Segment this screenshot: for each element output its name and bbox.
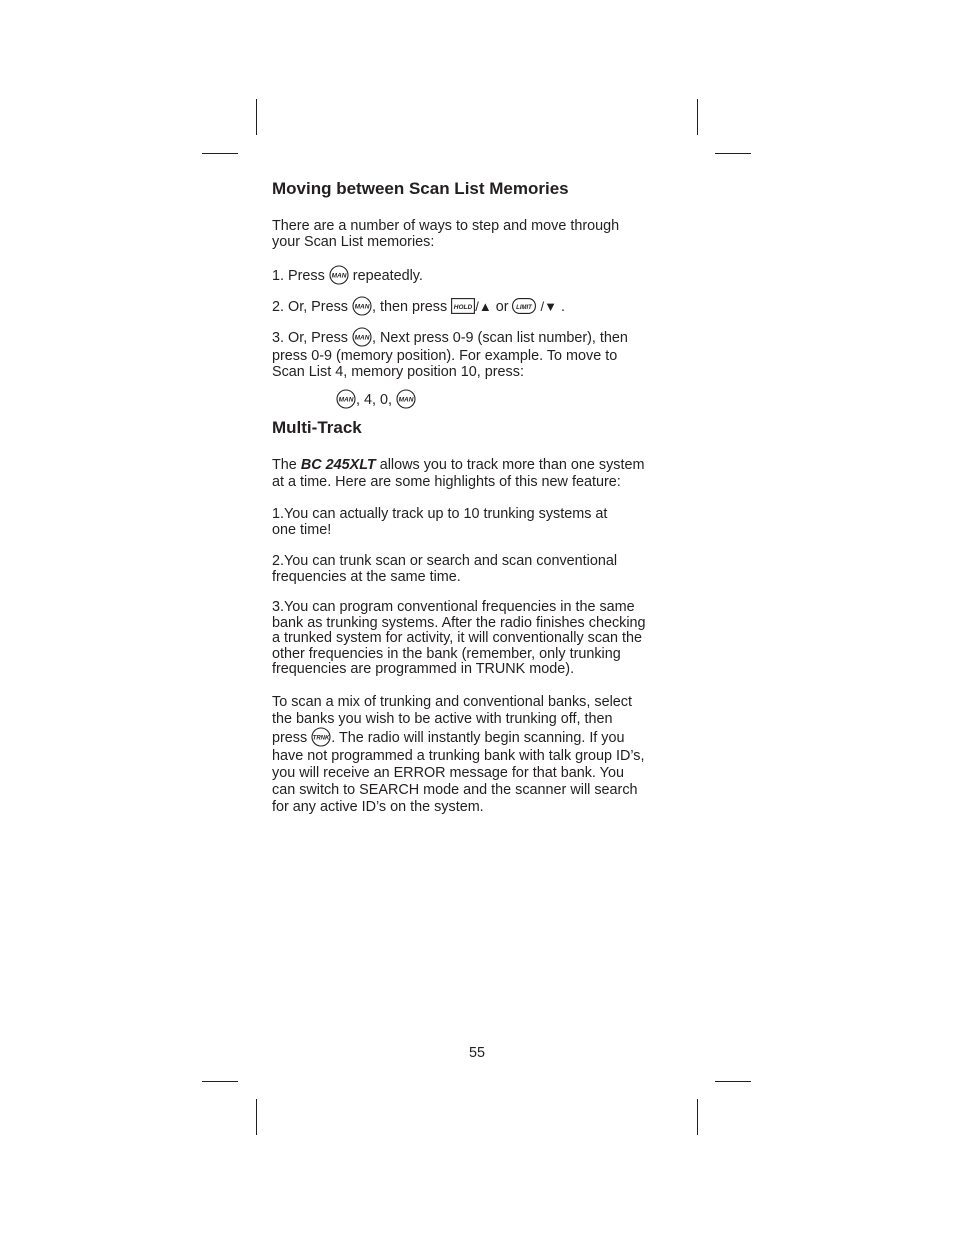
closing-line: can switch to SEARCH mode and the scanner will search <box>272 782 638 798</box>
section-heading-scan-list: Moving between Scan List Memories <box>272 179 569 198</box>
down-arrow-icon: ▼ <box>544 298 557 314</box>
closing-press: press <box>272 729 308 746</box>
step-3-prefix: 3. Or, Press <box>272 329 348 346</box>
crop-mark-top-left-horizontal <box>202 153 238 154</box>
highlight-line: 2.You can trunk scan or search and scan conventional <box>272 553 618 569</box>
highlight-line: a trunked system for activity, it will conventionally scan the <box>272 630 643 647</box>
multi-track-intro-line: at a time. Here are some highlights of this new feature: <box>272 474 621 490</box>
closing-line: the banks you wish to be active with trunking off, then <box>272 711 613 727</box>
step-2-prefix: 2. Or, Press <box>272 298 348 315</box>
page-number: 55 <box>468 1045 485 1061</box>
multi-track-intro <box>272 457 644 491</box>
closing-paragraph <box>272 694 645 816</box>
crop-mark-top-left-vertical <box>256 99 257 135</box>
step-3-line: Scan List 4, memory position 10, press: <box>272 364 524 380</box>
scan-list-intro <box>272 218 619 250</box>
highlight-line: frequencies at the same time. <box>272 569 461 585</box>
step-2-middle: , then press <box>371 298 448 315</box>
highlight-line: 3.You can program conventional frequencies in the same <box>272 599 635 615</box>
example-middle: , 4, 0, <box>356 391 392 408</box>
svg-text:MAN: MAN <box>354 303 370 311</box>
svg-text:MAN: MAN <box>354 334 370 342</box>
man-key-icon <box>329 265 349 285</box>
step-3 <box>272 328 628 380</box>
svg-text:MAN: MAN <box>331 272 347 280</box>
scan-list-intro-line: your Scan List memories: <box>272 234 435 250</box>
step-2-or: or <box>495 298 509 315</box>
step-3-line1-rest: , Next press 0-9 (scan list number), then <box>371 329 628 346</box>
slash-glyph: / <box>475 298 479 314</box>
step-1-prefix: 1. Press <box>272 267 325 284</box>
multi-track-intro-line <box>272 457 644 474</box>
closing-line3-rest: . The radio will instantly begin scanning. If you <box>331 729 625 746</box>
highlight-2 <box>272 553 617 585</box>
step-1-suffix: repeatedly. <box>352 267 423 284</box>
closing-line: for any active ID’s on the system. <box>272 799 484 815</box>
highlight-line: other frequencies in the bank (remember, only trunking <box>272 645 621 662</box>
limit-key-icon <box>512 298 536 314</box>
scan-list-intro-line: There are a number of ways to step and move through <box>272 218 620 234</box>
crop-mark-bottom-left-vertical <box>256 1099 257 1135</box>
model-name: BC 245XLT <box>300 457 376 473</box>
svg-text:LIMIT: LIMIT <box>516 305 533 311</box>
man-key-icon <box>396 389 416 409</box>
step-1 <box>272 266 423 286</box>
up-arrow-icon: ▲ <box>478 298 492 314</box>
svg-text:MAN: MAN <box>338 396 354 404</box>
crop-mark-bottom-right-horizontal <box>715 1081 751 1082</box>
step-3-line <box>272 328 628 348</box>
step-2 <box>272 297 565 317</box>
svg-text:TRNK: TRNK <box>312 735 330 742</box>
intro-line1-rest: allows you to track more than one system <box>379 457 645 473</box>
svg-text:HOLD: HOLD <box>453 304 473 311</box>
step-2-end: . <box>560 298 565 315</box>
crop-mark-top-right-vertical <box>697 99 698 135</box>
closing-line <box>272 728 645 748</box>
highlight-line: one time! <box>272 522 332 538</box>
slash-glyph: / <box>540 298 545 314</box>
closing-line: have not programmed a trunking bank with talk group ID’s, <box>272 748 645 764</box>
svg-text:MAN: MAN <box>398 396 414 404</box>
intro-the: The <box>272 457 297 473</box>
highlight-line: frequencies are programmed in TRUNK mode). <box>272 661 575 678</box>
highlight-line: bank as trunking systems. After the radio finishes checking <box>272 614 646 631</box>
crop-mark-top-right-horizontal <box>715 153 751 154</box>
highlight-line: 1.You can actually track up to 10 trunking systems at <box>272 506 608 522</box>
step-3-example <box>336 390 416 410</box>
hold-key-icon <box>451 298 475 314</box>
section-heading-multi-track: Multi-Track <box>272 418 362 437</box>
man-key-icon <box>352 327 372 347</box>
step-3-line: press 0-9 (memory position). For example. To move to <box>272 348 618 364</box>
highlight-1 <box>272 506 607 538</box>
closing-line: To scan a mix of trunking and conventional banks, select <box>272 694 632 710</box>
crop-mark-bottom-left-horizontal <box>202 1081 238 1082</box>
trnk-key-icon <box>311 727 331 747</box>
closing-line: you will receive an ERROR message for that bank. You <box>272 765 624 781</box>
highlight-3 <box>272 600 646 678</box>
crop-mark-bottom-right-vertical <box>697 1099 698 1135</box>
man-key-icon <box>336 389 356 409</box>
man-key-icon <box>352 296 372 316</box>
